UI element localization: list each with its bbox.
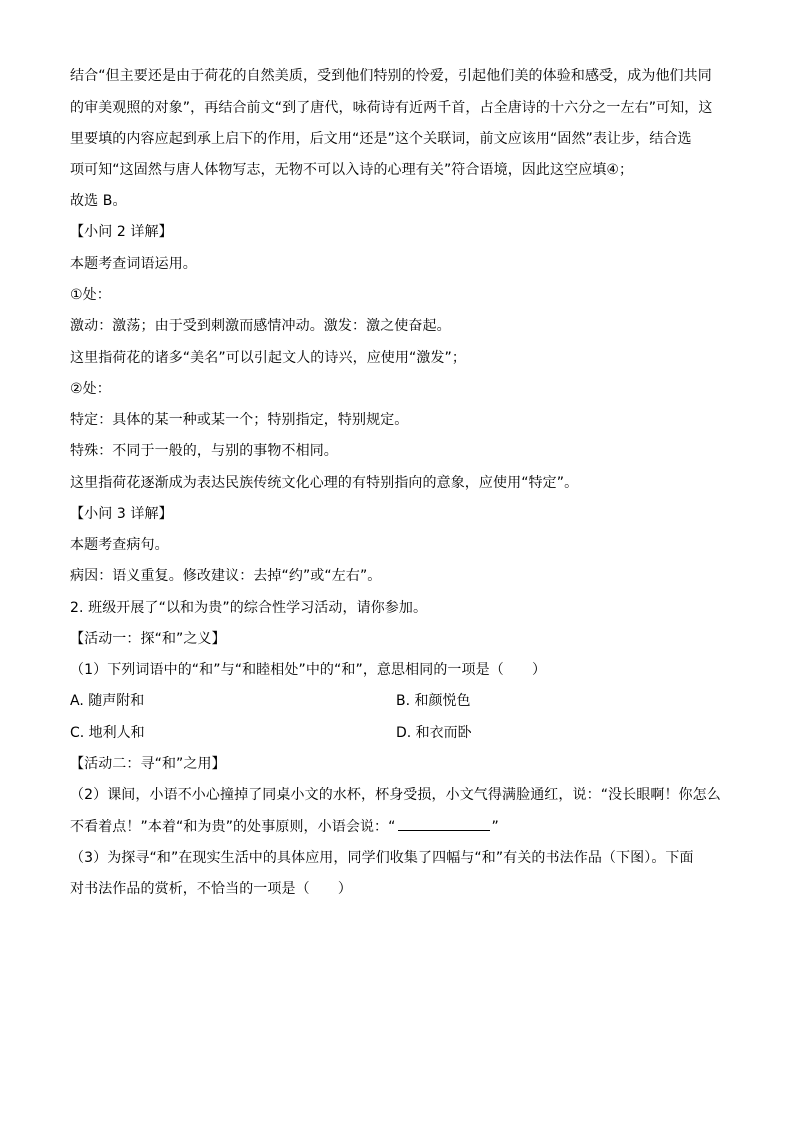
option-a: A. 随声附和 (70, 693, 145, 709)
answer-choice-line: 故选 B。 (70, 193, 127, 209)
explanation-line: 病因：语义重复。修改建议：去掉“约”或“左右”。 (70, 568, 382, 584)
closing-quote: ” (491, 819, 499, 835)
question-2-2-text: 不看着点！”本着“和为贵”的处事原则，小语会说：“ (70, 819, 396, 835)
option-b: B. 和颜悦色 (396, 693, 471, 709)
explanation-line: 本题考查病句。 (70, 537, 169, 553)
activity-1-heading: 【活动一：探“和”之义】 (70, 631, 226, 647)
explanation-line: 这里指荷花的诸多“美名”可以引起文人的诗兴，应使用“激发”； (70, 350, 467, 366)
option-d: D. 和衣而卧 (396, 725, 472, 741)
explanation-line: 特定：具体的某一种或某一个；特别指定，特别规定。 (70, 412, 409, 428)
option-c: C. 地利人和 (70, 725, 145, 741)
explanation-line: 特殊：不同于一般的，与别的事物不相同。 (70, 443, 338, 459)
explanation-line: 本题考查词语运用。 (70, 256, 197, 272)
answer-paragraph-line: 里要填的内容应起到承上启下的作用，后文用“还是”这个关联词，前文应该用“固然”表让步，结合选 (70, 131, 692, 147)
explanation-line: 这里指荷花逐渐成为表达民族传统文化心理的有特别指向的意象，应使用“特定”。 (70, 475, 579, 491)
answer-paragraph-line: 项可知“这固然与唐人体物写志，无物不可以入诗的心理有关”符合语境，因此这空应填④； (70, 162, 634, 178)
section-heading-q3-detail: 【小问 3 详解】 (70, 506, 173, 522)
answer-paragraph-line: 的审美观照的对象”，再结合前文“到了唐代，咏荷诗有近两千首，占全唐诗的十六分之一左右”可知，这 (70, 100, 713, 116)
question-2-1-stem: （1）下列词语中的“和”与“和睦相处”中的“和”，意思相同的一项是（ ） (70, 662, 547, 678)
question-2-stem: 2. 班级开展了“以和为贵”的综合性学习活动，请你参加。 (70, 600, 428, 616)
explanation-line: 激动：激荡；由于受到刺激而感情冲动。激发：激之使奋起。 (70, 318, 451, 334)
explanation-line: ①处： (70, 287, 111, 303)
question-2-2-line: （2）课间，小语不小心撞掉了同桌小文的水杯，杯身受损，小文气得满脸通红，说：“没长眼啊！你怎么 (70, 787, 721, 803)
question-2-2-line (70, 816, 499, 837)
answer-paragraph-line: 结合“但主要还是由于荷花的自然美质，受到他们特别的怜爱，引起他们美的体验和感受，成为他们共同 (70, 68, 712, 84)
activity-2-heading: 【活动二：寻“和”之用】 (70, 756, 226, 772)
question-2-3-line: 对书法作品的赏析，不恰当的一项是（ ） (70, 881, 352, 897)
explanation-line: ②处： (70, 381, 111, 397)
question-2-3-line: （3）为探寻“和”在现实生活中的具体应用，同学们收集了四幅与“和”有关的书法作品（下图）。下面 (70, 850, 694, 866)
section-heading-q2-detail: 【小问 2 详解】 (70, 224, 173, 240)
answer-blank (398, 816, 490, 831)
